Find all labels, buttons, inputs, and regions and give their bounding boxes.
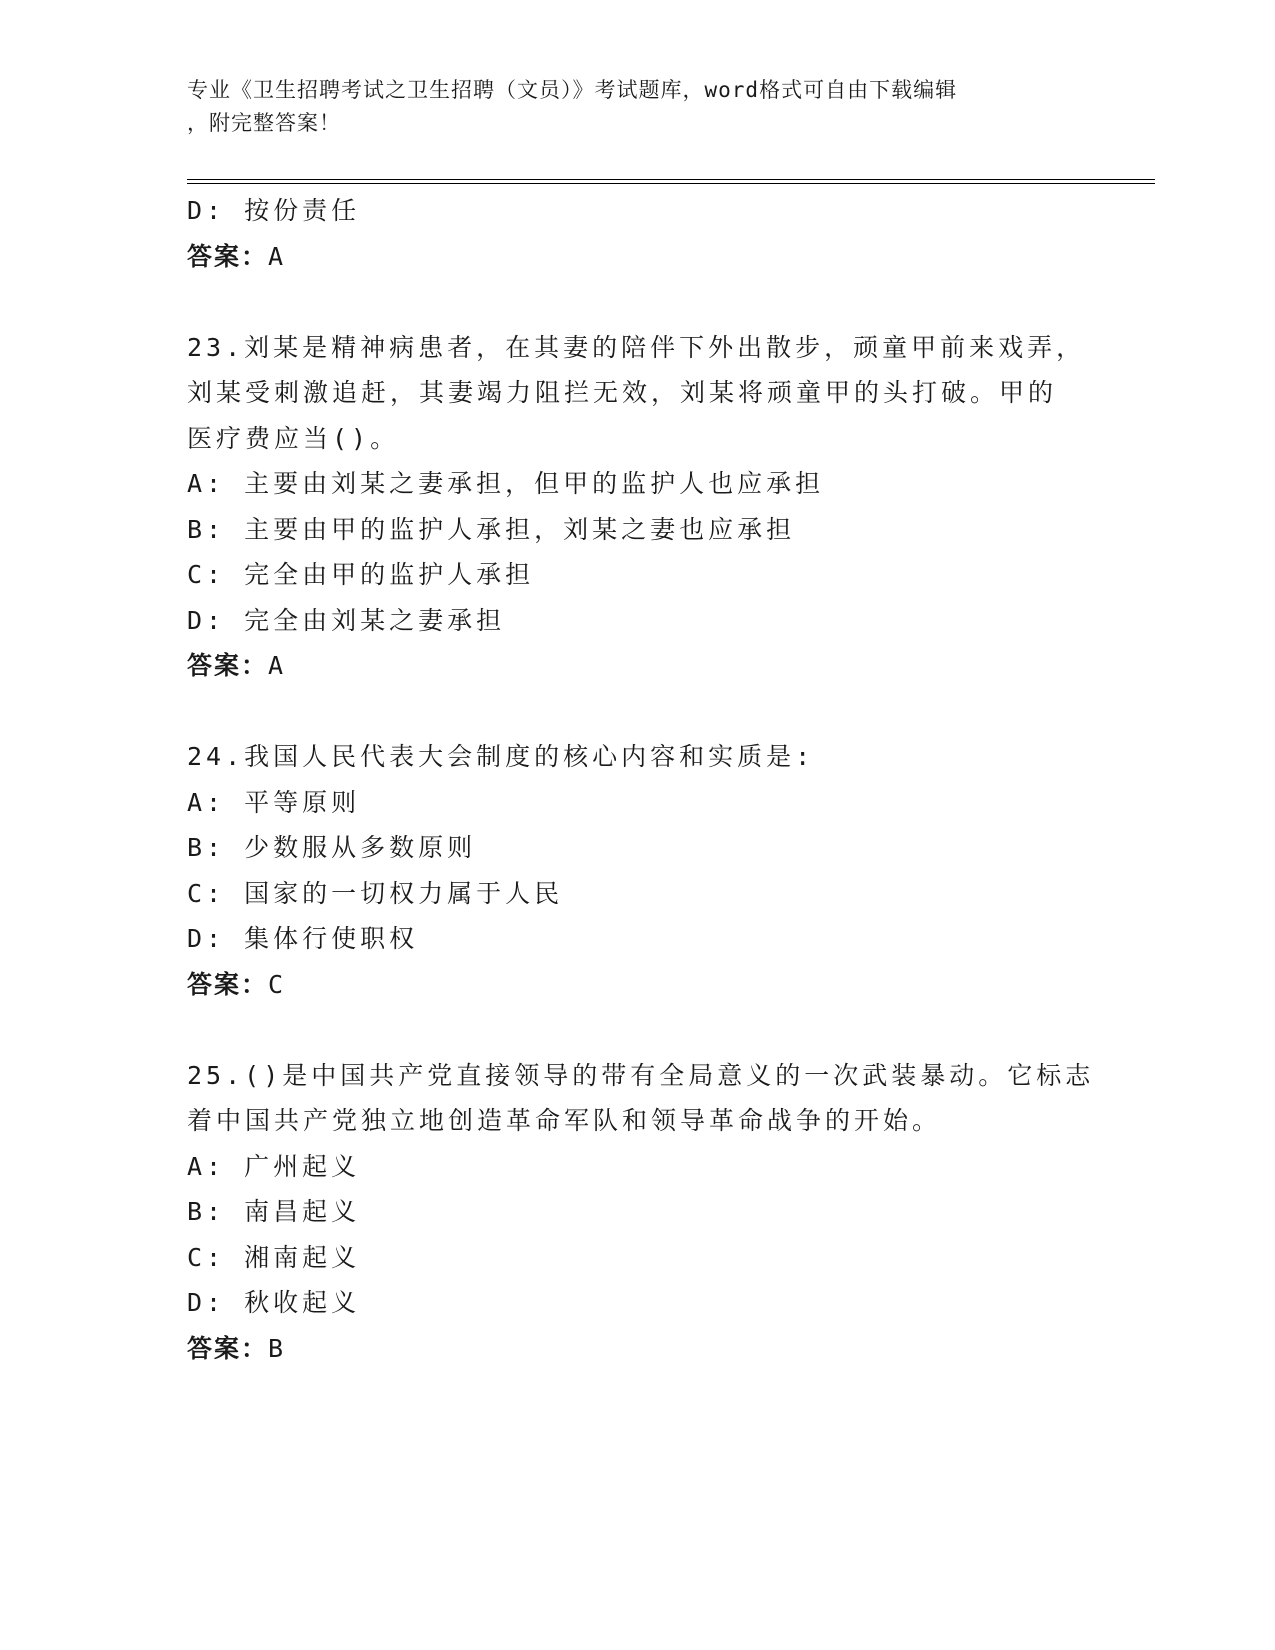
option-a: A: 平等原则 — [187, 787, 361, 817]
answer-value: C — [268, 969, 285, 999]
option-b: B: 少数服从多数原则 — [187, 833, 477, 862]
header-line-1: 专业《卫生招聘考试之卫生招聘（文员）》考试题库，word格式可自由下载编辑 — [187, 78, 958, 102]
answer-label: 答案： — [187, 969, 269, 999]
option-a: A: 广州起义 — [187, 1151, 361, 1181]
question-22-tail — [187, 188, 1087, 279]
option-c: C: 完全由甲的监护人承担 — [187, 560, 535, 589]
header-divider-top — [187, 179, 1155, 180]
question-stem-line: 着中国共产党独立地创造革命军队和领导革命战争的开始。 — [187, 1106, 942, 1135]
option-d: D: 秋收起义 — [187, 1288, 361, 1317]
question-stem-line: 25.()是中国共产党直接领导的带有全局意义的一次武装暴动。它标志 — [187, 1060, 1095, 1090]
option-b: B: 南昌起义 — [187, 1197, 361, 1226]
answer-value: A — [268, 241, 285, 271]
question-stem-line: 23.刘某是精神病患者，在其妻的陪伴下外出散步，顽童甲前来戏弄， — [187, 332, 1086, 362]
question-25 — [187, 1053, 1095, 1372]
page-header — [187, 74, 1087, 140]
question-stem-line: 24.我国人民代表大会制度的核心内容和实质是: — [187, 742, 815, 771]
option-a: A: 主要由刘某之妻承担，但甲的监护人也应承担 — [187, 469, 825, 498]
answer-line — [187, 643, 1087, 689]
question-gap — [187, 1007, 1087, 1053]
answer-line — [187, 962, 1087, 1008]
question-23 — [187, 325, 1087, 689]
question-24 — [187, 734, 1087, 1007]
option-c: C: 湘南起义 — [187, 1242, 361, 1272]
option-d: D: 集体行使职权 — [187, 924, 419, 953]
answer-label: 答案： — [187, 1333, 269, 1363]
header-line-2: ，附完整答案！ — [187, 111, 341, 135]
option-d: D: 按份责任 — [187, 196, 361, 225]
header-divider-bottom — [187, 183, 1155, 184]
option-d: D: 完全由刘某之妻承担 — [187, 605, 506, 635]
answer-line — [187, 234, 1087, 280]
answer-label: 答案： — [187, 241, 269, 271]
question-stem-line: 医疗费应当()。 — [187, 423, 400, 453]
question-stem-line: 刘某受刺激追赶，其妻竭力阻拦无效，刘某将顽童甲的头打破。甲的 — [187, 378, 1058, 407]
option-c: C: 国家的一切权力属于人民 — [187, 878, 564, 908]
answer-label: 答案： — [187, 651, 269, 680]
answer-line — [187, 1326, 1087, 1372]
question-gap — [187, 279, 1087, 325]
answer-value: B — [268, 1333, 285, 1363]
option-b: B: 主要由甲的监护人承担，刘某之妻也应承担 — [187, 514, 796, 544]
answer-value: A — [268, 651, 285, 680]
question-gap — [187, 689, 1087, 735]
question-list — [187, 188, 1095, 1371]
